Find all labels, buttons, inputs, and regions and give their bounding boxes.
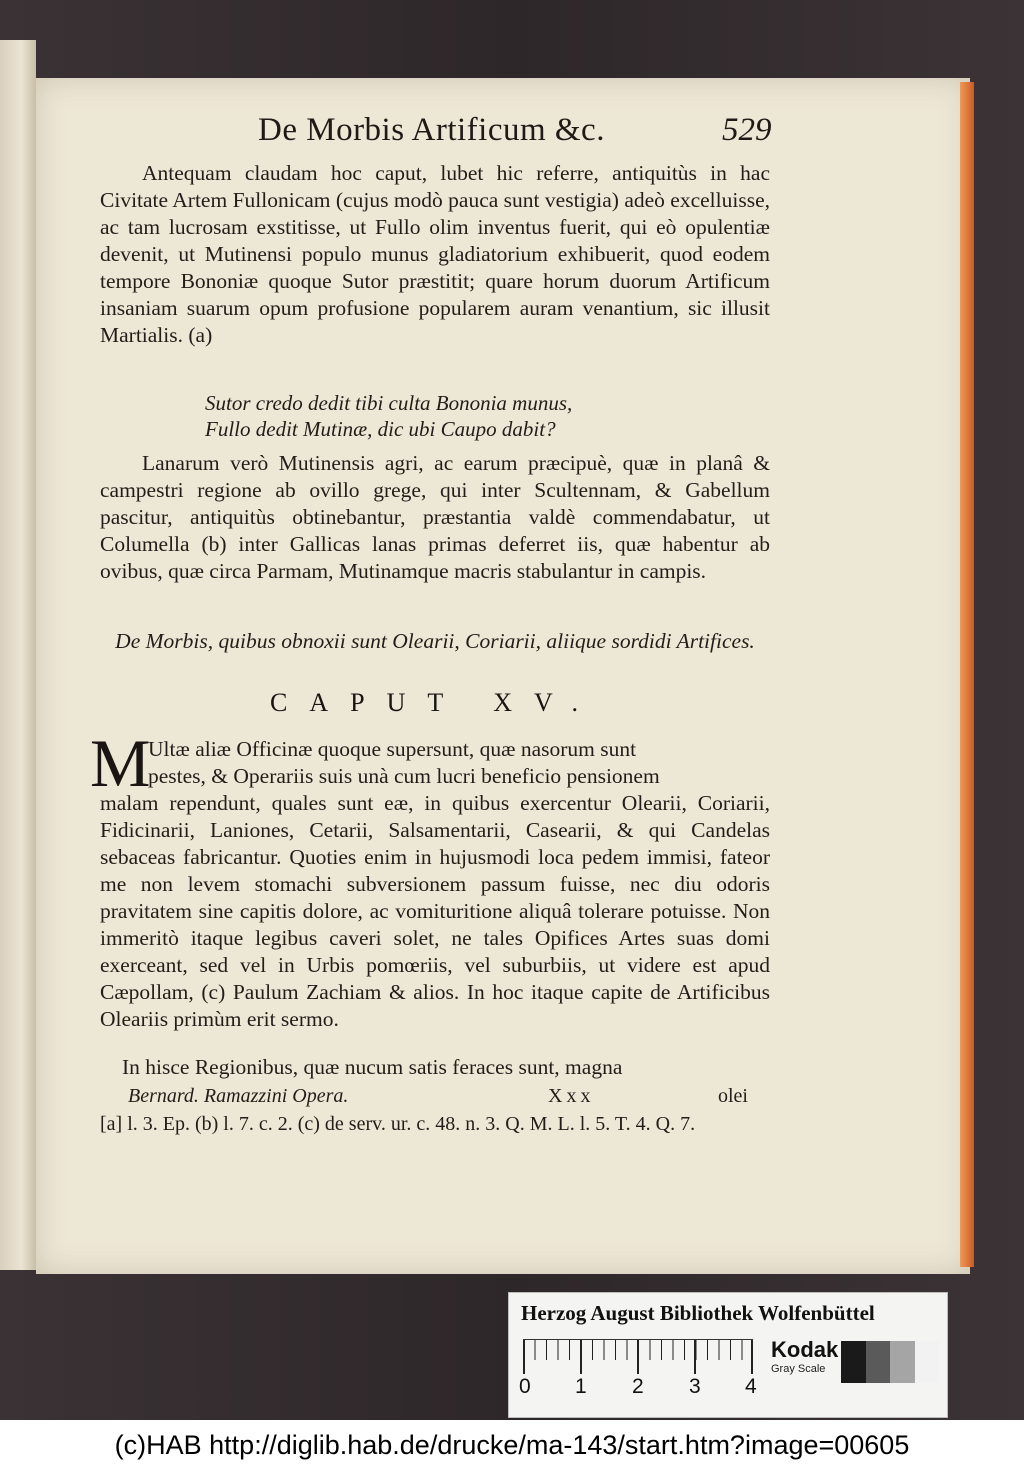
ruler-major-tick bbox=[637, 1340, 639, 1374]
gray-swatch bbox=[841, 1341, 866, 1383]
verse-quote bbox=[205, 390, 572, 442]
chapter-subtitle: De Morbis, quibus obnoxii sunt Olearii, Coriarii, aliique sordidi Artifices. bbox=[115, 629, 755, 653]
gray-swatch bbox=[915, 1341, 940, 1383]
ruler-major-tick bbox=[580, 1340, 582, 1374]
paragraph-1: Antequam claudam hoc caput, lubet hic referre, antiquitùs in hac Civitate Artem Fullonicam (cujus modò pauca sunt vestigia) adeò excelluisse, ac tam lucrosam exstitisse, ut Fullo olim inventus fuerit, qui eò opulentiæ devenit, ut Mutinensi populo munus gladiatorium exhibuerit, quod eodem tempore Bononiæ quoque Sutor præstitit; quare horum duorum Artificum insaniam suarum opum profusione popularem auram venantium, sic illusit Martialis. (a) bbox=[100, 161, 770, 347]
library-color-card bbox=[508, 1292, 948, 1418]
scale-number: 2 bbox=[632, 1375, 644, 1398]
running-head: De Morbis Artificum &c. bbox=[258, 112, 605, 148]
paragraph-3 bbox=[100, 736, 770, 1033]
paragraph-3-rest: malam rependunt, quales sunt eæ, in quibus exercentur Olearii, Coriarii, Fidicinarii, Laniones, Cetarii, Salsamentarii, Casearii, & qui Candelas sebaceas fabricantur. Quoties enim in hujusmodi loca pedem immisi, fateor me non levem stomachi subversionem passum fuisse, nec diu odoris pravitatem sine capitis dolore, ac vomituritione aliquâ tolerare potuisse. Non immeritò itaque legibus caveri solet, ne tales Opifices Artes suas domi exerceant, sed vel in Urbis pomœriis, vel suburbiis, ut videre est apud Cæpollam, (c) Paulum Zachiam & alios. In hoc itaque capite de Artificibus Oleariis primùm erit sermo. bbox=[100, 791, 770, 1031]
signature-mark: Xxx bbox=[548, 1085, 595, 1107]
paragraph-3-line-2: pestes, & Operariis suis unà cum lucri beneficio pensionem bbox=[148, 764, 660, 788]
page-number: 529 bbox=[722, 112, 772, 148]
gray-swatch bbox=[890, 1341, 915, 1383]
drop-cap: M bbox=[90, 725, 151, 801]
page-red-edge bbox=[960, 82, 974, 1267]
scale-number: 3 bbox=[689, 1375, 701, 1398]
copyright-url: (c)HAB http://diglib.hab.de/drucke/ma-143/start.htm?image=00605 bbox=[0, 1420, 1024, 1470]
left-page-edge bbox=[0, 40, 36, 1270]
verse-line-2: Fullo dedit Mutinæ, dic ubi Caupo dabit? bbox=[205, 417, 556, 441]
scale-number: 0 bbox=[519, 1375, 531, 1398]
paragraph-4: In hisce Regionibus, quæ nucum satis feraces sunt, magna bbox=[122, 1055, 623, 1079]
scale-ruler bbox=[523, 1339, 753, 1374]
chapter-title: CAPUT XV. bbox=[270, 688, 600, 717]
kodak-logo: Kodak bbox=[771, 1337, 839, 1362]
ruler-major-tick bbox=[751, 1340, 753, 1374]
ruler-major-tick bbox=[694, 1340, 696, 1374]
scale-number: 1 bbox=[575, 1375, 587, 1398]
gray-swatches bbox=[841, 1341, 939, 1383]
gray-scale-label: Gray Scale bbox=[771, 1363, 826, 1375]
catchword: olei bbox=[718, 1085, 748, 1107]
paragraph-3-line-1: Ultæ aliæ Officinæ quoque supersunt, quæ nasorum sunt bbox=[148, 737, 637, 761]
scale-number: 4 bbox=[745, 1375, 757, 1398]
catchline-author: Bernard. Ramazzini Opera. bbox=[128, 1085, 349, 1107]
footnotes: [a] l. 3. Ep. (b) l. 7. c. 2. (c) de serv. ur. c. 48. n. 3. Q. M. L. l. 5. T. 4. Q. 7. bbox=[100, 1113, 696, 1135]
gray-swatch bbox=[866, 1341, 891, 1383]
verse-line-1: Sutor credo dedit tibi culta Bononia munus, bbox=[205, 391, 573, 415]
library-name: Herzog August Bibliothek Wolfenbüttel bbox=[521, 1301, 875, 1325]
paragraph-2: Lanarum verò Mutinensis agri, ac earum præcipuè, quæ in planâ & campestri regione ab ovillo grege, qui inter Scultennam, & Gabellum pascitur, antiquitùs obtinebantur, præstantia valdè commendabatur, ut Columella (b) inter Gallicas lanas primas deferret iis, quæ habentur ab ovibus, quæ circa Parmam, Mutinamque macris stabulantur in campis. bbox=[100, 451, 770, 583]
ruler-major-tick bbox=[523, 1340, 525, 1374]
